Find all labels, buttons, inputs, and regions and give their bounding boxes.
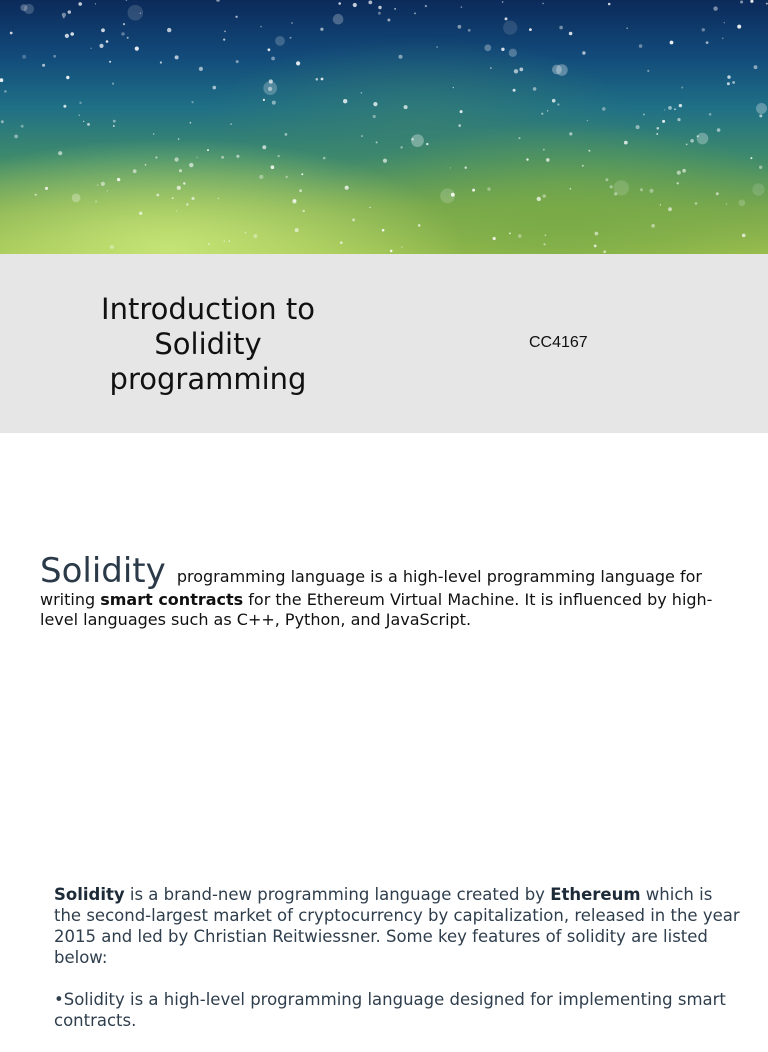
sparkle-dot	[235, 16, 237, 18]
sparkle-dot	[373, 115, 376, 118]
sparkle-dot	[697, 133, 709, 145]
sparkle-dot	[190, 122, 192, 124]
sparkle-dot	[490, 67, 491, 68]
sparkle-dot	[70, 32, 74, 36]
sparkle-dot	[178, 138, 180, 140]
sparkle-dot	[35, 194, 37, 196]
sparkle-dot	[263, 99, 265, 101]
sparkle-dot	[4, 90, 7, 93]
sparkle-dot	[404, 105, 408, 109]
sparkle-dot	[737, 25, 741, 29]
sparkle-dot	[664, 109, 665, 110]
sparkle-dot	[722, 37, 724, 39]
sparkle-dot	[155, 156, 157, 158]
sparkle-dot	[285, 133, 288, 136]
sparkle-dot	[610, 185, 613, 188]
sparkle-dot	[460, 110, 463, 113]
sparkle-dot	[361, 135, 363, 137]
sparkle-dot	[236, 155, 239, 158]
intro-paragraph	[40, 552, 740, 630]
sparkle-dot	[557, 103, 559, 105]
sparkle-dot	[668, 207, 672, 211]
sparkle-dot	[514, 69, 518, 73]
sparkle-dot	[670, 41, 674, 45]
sparkle-dot	[461, 6, 463, 8]
sparkle-dot	[268, 48, 271, 51]
sparkle-dot	[291, 22, 293, 24]
sparkle-dot	[260, 26, 262, 28]
sparkle-dot	[295, 228, 299, 232]
sparkle-dot	[376, 141, 378, 143]
details-bold-solidity: Solidity	[54, 885, 125, 904]
sparkle-dot	[754, 65, 758, 69]
intro-text-1: programming language is a high-level programming language for writing	[40, 567, 702, 609]
sparkle-dot	[726, 203, 727, 204]
sparkle-dot	[183, 182, 185, 184]
sparkle-dot	[468, 29, 471, 32]
sparkle-dot	[176, 210, 177, 211]
sparkle-dot	[552, 65, 562, 75]
sparkle-dot	[275, 36, 285, 46]
sparkle-dot	[191, 101, 193, 103]
sparkle-dot	[529, 28, 532, 31]
sparkle-dot	[750, 157, 752, 159]
sparkle-dot	[732, 81, 735, 84]
sparkle-dot	[221, 156, 224, 159]
sparkle-dot	[271, 165, 275, 169]
sparkle-dot	[501, 48, 504, 51]
sparkle-dot	[677, 182, 679, 184]
sparkle-dot	[383, 159, 387, 163]
title-line-3: programming	[109, 362, 307, 396]
sparkle-dot	[378, 12, 381, 15]
sparkle-dot	[53, 55, 56, 58]
sparkle-dot	[526, 158, 528, 160]
sparkle-dot	[465, 167, 467, 169]
sparkle-dot	[216, 0, 220, 2]
sparkle-dot	[614, 180, 629, 195]
sparkle-dot	[537, 197, 541, 201]
sparkle-dot	[223, 39, 225, 41]
sparkle-dot	[66, 76, 69, 79]
details-text-2: which is the second-largest market of cryptocurrency by capitalization, released in the year 2015 and led by Christian Reitwiessner. Some key features of solidity are listed below:	[54, 885, 740, 967]
sparkle-dot	[382, 229, 385, 232]
sparkle-dot	[493, 237, 496, 240]
sparkle-dot	[651, 224, 655, 228]
sparkle-dot	[79, 102, 81, 104]
sparkle-dot	[541, 113, 543, 115]
sparkle-dot	[68, 10, 71, 13]
sparkle-dot	[229, 240, 231, 242]
sparkle-dot	[175, 157, 179, 161]
sparkle-dot	[677, 118, 680, 121]
sparkle-dot	[224, 241, 226, 243]
sparkle-dot	[602, 107, 606, 111]
sparkle-dot	[643, 114, 645, 116]
title-section	[0, 254, 768, 433]
sparkle-dot	[290, 37, 292, 39]
sparkle-dot	[582, 51, 585, 54]
sparkle-dot	[90, 48, 91, 49]
sparkle-dot	[603, 250, 606, 253]
sparkle-dot	[502, 1, 504, 3]
sparkle-dot	[301, 173, 303, 175]
sparkle-dot	[545, 234, 547, 236]
sparkle-dot	[191, 197, 194, 200]
sparkle-dot	[505, 17, 508, 20]
sparkle-dot	[58, 151, 62, 155]
sparkle-dot	[546, 158, 550, 162]
sparkle-dot	[197, 157, 198, 158]
sparkle-dot	[588, 150, 590, 152]
sparkle-dot	[340, 241, 343, 244]
sparkle-dot	[458, 25, 462, 29]
sparkle-dot	[207, 149, 209, 151]
sparkle-dot	[262, 145, 266, 149]
sparkle-dot	[107, 190, 108, 191]
sparkle-dot	[378, 6, 381, 9]
sparkle-dot	[292, 200, 296, 204]
sparkle-dot	[218, 198, 219, 199]
details-bullet-1: •Solidity is a high-level programming language designed for implementing smart contracts.	[54, 990, 726, 1030]
sparkle-dot	[113, 120, 116, 123]
sparkle-dot	[123, 23, 125, 25]
sparkle-dot	[727, 75, 730, 78]
sparkle-dot	[133, 169, 137, 173]
sparkle-dot	[750, 0, 753, 3]
sparkle-dot	[113, 125, 115, 127]
sparkle-dot	[224, 31, 226, 33]
sparkle-dot	[677, 171, 681, 175]
sparkle-dot	[10, 32, 13, 35]
sparkle-dot	[756, 103, 767, 114]
sparkle-dot	[682, 169, 686, 173]
sparkle-dot	[543, 149, 545, 151]
sparkle-dot	[320, 28, 323, 31]
sparkle-dot	[717, 128, 721, 132]
sparkle-dot	[400, 146, 402, 148]
sparkle-dot	[640, 188, 643, 191]
sparkle-dot	[582, 165, 584, 167]
sparkle-dot	[509, 233, 511, 235]
sparkle-dot	[686, 144, 688, 146]
sparkle-dot	[451, 193, 455, 197]
sparkle-dot	[72, 194, 81, 203]
sparkle-dot	[608, 3, 611, 6]
sparkle-dot	[503, 21, 517, 35]
sparkle-particles	[0, 0, 768, 254]
course-code: CC4167	[529, 334, 588, 351]
sparkle-dot	[436, 46, 438, 48]
sparkle-dot	[345, 186, 349, 190]
sparkle-dot	[399, 55, 403, 59]
sparkle-dot	[272, 101, 276, 105]
sparkle-dot	[127, 37, 129, 39]
sparkle-dot	[213, 86, 217, 90]
sparkle-dot	[1, 120, 4, 123]
hero-banner-image	[0, 0, 768, 254]
sparkle-dot	[145, 164, 147, 166]
sparkle-dot	[414, 13, 416, 15]
sparkle-dot	[543, 194, 546, 197]
intro-bold-term: smart contracts	[100, 590, 244, 609]
sparkle-dot	[595, 232, 599, 236]
sparkle-dot	[21, 125, 24, 128]
sparkle-dot	[189, 163, 193, 167]
sparkle-dot	[97, 184, 98, 185]
sparkle-dot	[647, 70, 649, 72]
sparkle-dot	[135, 47, 139, 51]
sparkle-dot	[759, 166, 762, 169]
sparkle-dot	[87, 123, 90, 126]
sparkle-dot	[679, 104, 682, 107]
sparkle-dot	[518, 234, 522, 238]
sparkle-dot	[353, 3, 357, 7]
sparkle-dot	[79, 115, 80, 116]
sparkle-dot	[713, 6, 717, 10]
sparkle-dot	[121, 32, 124, 35]
sparkle-dot	[139, 212, 142, 215]
sparkle-dot	[369, 207, 370, 208]
sparkle-dot	[724, 22, 725, 23]
sparkle-dot	[303, 210, 305, 212]
sparkle-dot	[126, 0, 127, 1]
sparkle-dot	[570, 188, 572, 190]
sparkle-dot	[160, 61, 162, 63]
sparkle-dot	[695, 202, 698, 205]
sparkle-dot	[101, 182, 105, 186]
sparkle-dot	[543, 243, 545, 245]
details-text-1: is a brand-new programming language created by	[124, 885, 551, 904]
sparkle-dot	[140, 12, 142, 14]
sparkle-dot	[263, 81, 277, 95]
sparkle-dot	[316, 78, 319, 81]
page-title	[58, 292, 358, 397]
sparkle-dot	[186, 203, 188, 205]
sparkle-dot	[343, 99, 347, 103]
sparkle-dot	[296, 61, 300, 65]
sparkle-dot	[286, 176, 288, 178]
sparkle-dot	[569, 132, 572, 135]
sparkle-dot	[110, 245, 114, 249]
sparkle-dot	[245, 232, 247, 234]
sparkle-dot	[117, 178, 120, 181]
sparkle-dot	[716, 192, 719, 195]
sparkle-dot	[487, 187, 490, 190]
sparkle-dot	[153, 133, 154, 134]
sparkle-dot	[706, 41, 709, 44]
sparkle-dot	[271, 57, 275, 61]
sparkle-dot	[636, 125, 640, 129]
sparkle-dot	[681, 87, 683, 89]
sparkle-dot	[656, 133, 658, 135]
sparkle-dot	[559, 26, 563, 30]
sparkle-dot	[605, 178, 608, 181]
sparkle-dot	[418, 224, 421, 227]
sparkle-dot	[657, 127, 660, 130]
sparkle-dot	[112, 83, 114, 85]
sparkle-dot	[547, 110, 548, 111]
sparkle-dot	[668, 106, 672, 110]
sparkle-dot	[95, 201, 97, 203]
sparkle-dot	[624, 141, 628, 145]
sparkle-dot	[373, 102, 377, 106]
sparkle-dot	[177, 186, 181, 190]
sparkle-dot	[42, 64, 45, 67]
sparkle-dot	[759, 114, 762, 117]
sparkle-dot	[519, 68, 523, 72]
sparkle-dot	[333, 14, 344, 25]
sparkle-dot	[156, 194, 159, 197]
sparkle-dot	[453, 87, 454, 88]
sparkle-dot	[0, 78, 3, 82]
sparkle-dot	[519, 137, 521, 139]
sparkle-dot	[299, 189, 302, 192]
sparkle-dot	[230, 123, 231, 124]
sparkle-dot	[253, 234, 257, 238]
sparkle-dot	[45, 187, 48, 190]
sparkle-dot	[106, 40, 109, 43]
sparkle-dot	[387, 19, 390, 22]
sparkle-dot	[99, 44, 103, 48]
sparkle-dot	[552, 99, 556, 103]
sparkle-dot	[513, 89, 516, 92]
sparkle-dot	[484, 44, 491, 51]
sparkle-dot	[709, 113, 712, 116]
sparkle-dot	[626, 28, 627, 29]
intro-text-2: for the Ethereum Virtual Machine. It is influenced by high-level languages such as C++, Python, and JavaScript.	[40, 590, 713, 629]
sparkle-dot	[63, 105, 66, 108]
sparkle-dot	[321, 78, 324, 81]
sparkle-dot	[236, 60, 239, 63]
sparkle-dot	[323, 157, 326, 160]
sparkle-dot	[509, 49, 517, 57]
sparkle-dot	[368, 1, 372, 5]
sparkle-dot	[24, 4, 34, 14]
sparkle-dot	[450, 167, 451, 168]
sparkle-dot	[14, 135, 18, 139]
sparkle-dot	[401, 246, 403, 248]
sparkle-dot	[649, 189, 653, 193]
sparkle-dot	[361, 92, 363, 94]
sparkle-dot	[587, 120, 588, 121]
sparkle-dot	[172, 197, 174, 199]
details-section	[54, 884, 744, 1052]
details-bold-ethereum: Ethereum	[550, 885, 641, 904]
sparkle-dot	[62, 13, 66, 17]
sparkle-dot	[639, 44, 643, 48]
sparkle-dot	[338, 2, 341, 5]
sparkle-dot	[690, 139, 694, 143]
sparkle-dot	[109, 61, 111, 63]
sparkle-dot	[95, 3, 96, 4]
title-line-2: Solidity	[154, 327, 262, 361]
sparkle-dot	[533, 87, 537, 91]
title-line-1: Introduction to	[101, 292, 315, 326]
sparkle-dot	[101, 28, 105, 32]
sparkle-dot	[394, 8, 396, 10]
intro-lead-word: Solidity	[40, 551, 166, 591]
sparkle-dot	[390, 250, 393, 253]
sparkle-dot	[411, 134, 424, 147]
sparkle-dot	[542, 3, 544, 5]
sparkle-dot	[674, 108, 676, 110]
sparkle-dot	[569, 32, 573, 36]
sparkle-dot	[702, 28, 705, 31]
sparkle-dot	[352, 219, 355, 222]
sparkle-dot	[175, 55, 179, 59]
sparkle-dot	[78, 2, 82, 6]
sparkle-dot	[742, 234, 746, 238]
sparkle-dot	[199, 67, 203, 71]
sparkle-dot	[426, 143, 428, 145]
sparkle-dot	[472, 189, 475, 192]
sparkle-dot	[697, 135, 699, 137]
sparkle-dot	[662, 120, 665, 123]
sparkle-dot	[277, 155, 279, 157]
sparkle-dot	[739, 200, 746, 207]
sparkle-dot	[22, 55, 26, 59]
sparkle-dot	[727, 82, 730, 85]
details-paragraph	[54, 884, 744, 968]
sparkle-dot	[167, 28, 171, 32]
sparkle-dot	[740, 1, 743, 4]
sparkle-dot	[259, 175, 263, 179]
sparkle-dot	[752, 183, 764, 195]
sparkle-dot	[208, 243, 210, 245]
sparkle-dot	[179, 169, 182, 172]
sparkle-dot	[425, 5, 427, 7]
sparkle-dot	[65, 34, 69, 38]
sparkle-dot	[660, 204, 661, 205]
sparkle-dot	[458, 124, 461, 127]
sparkle-dot	[594, 245, 597, 248]
sparkle-dot	[83, 121, 84, 122]
